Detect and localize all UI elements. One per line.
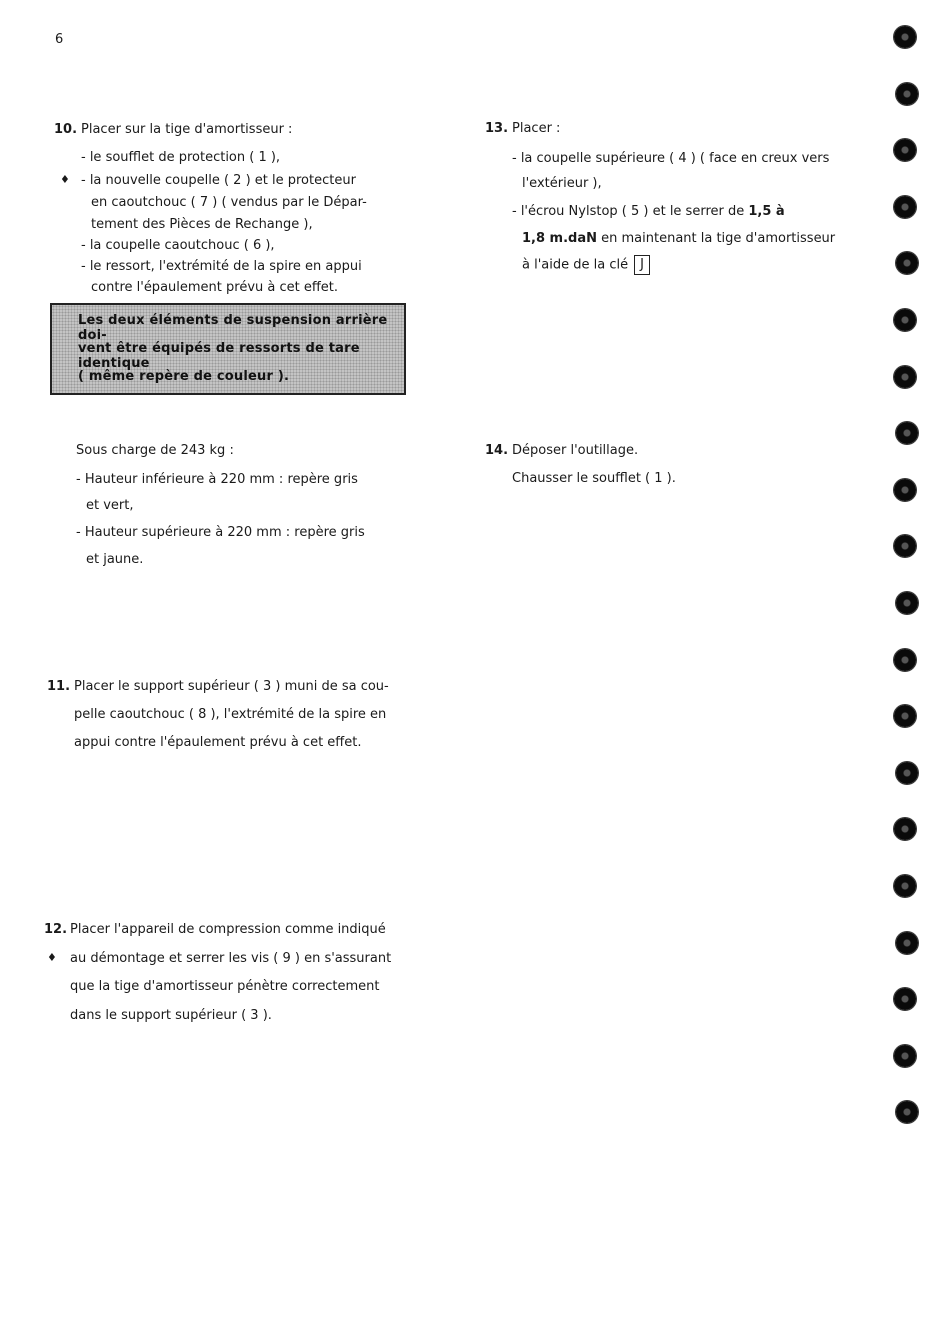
- step-12-line: que la tige d'amortisseur pénètre correctement: [70, 979, 380, 994]
- step-10-item: tement des Pièces de Rechange ),: [91, 217, 313, 232]
- step-11-line: Placer le support supérieur ( 3 ) muni de sa cou-: [74, 679, 389, 694]
- binder-hole-icon: [894, 535, 916, 557]
- step-10-item: - le ressort, l'extrémité de la spire en appui: [81, 259, 362, 274]
- step-12-line: au démontage et serrer les vis ( 9 ) en s'assurant: [70, 951, 392, 966]
- step-13-number: 13.: [485, 121, 509, 136]
- binder-hole-icon: [896, 762, 918, 784]
- warning-note-box: [50, 303, 406, 395]
- step-10-item: - la nouvelle coupelle ( 2 ) et le protecteur: [81, 173, 356, 188]
- step-13-line: - la coupelle supérieure ( 4 ) ( face en creux vers: [512, 151, 830, 166]
- step-14-line: Chausser le soufflet ( 1 ).: [512, 471, 676, 486]
- binder-hole-icon: [894, 1045, 916, 1067]
- load-title: Sous charge de 243 kg :: [76, 443, 234, 458]
- binder-hole-icon: [894, 479, 916, 501]
- step-11-line: appui contre l'épaulement prévu à cet effet.: [74, 735, 362, 750]
- step-13-line: l'extérieur ),: [522, 176, 602, 191]
- note-line: vent être équipés de ressorts de tare identique: [78, 341, 360, 371]
- step-10-item: - le soufflet de protection ( 1 ),: [81, 150, 281, 165]
- binder-hole-icon: [894, 649, 916, 671]
- binder-hole-icon: [894, 818, 916, 840]
- step-11-line: pelle caoutchouc ( 8 ), l'extrémité de la spire en: [74, 707, 387, 722]
- binder-hole-icon: [894, 139, 916, 161]
- binder-hole-icon: [896, 932, 918, 954]
- binder-hole-icon: [896, 252, 918, 274]
- step-12-line: Placer l'appareil de compression comme indiqué: [70, 922, 386, 937]
- page-number: 6: [55, 32, 64, 47]
- binder-hole-icon: [896, 83, 918, 105]
- load-line: et vert,: [86, 498, 134, 513]
- bullet-marker: ♦: [60, 173, 70, 186]
- bullet-marker: ♦: [47, 951, 57, 964]
- step-10-item: contre l'épaulement prévu à cet effet.: [91, 280, 339, 295]
- binder-hole-icon: [894, 309, 916, 331]
- step-14-line: Déposer l'outillage.: [512, 443, 639, 458]
- note-line: Les deux éléments de suspension arrière doi-: [78, 313, 388, 343]
- step-10-number: 10.: [54, 122, 78, 137]
- binder-hole-icon: [894, 26, 916, 48]
- load-line: et jaune.: [86, 552, 144, 567]
- step-11-number: 11.: [47, 679, 71, 694]
- note-line: ( même repère de couleur ).: [78, 369, 290, 384]
- binder-hole-icon: [894, 875, 916, 897]
- binder-hole-icon: [896, 422, 918, 444]
- step-10-item: - la coupelle caoutchouc ( 6 ),: [81, 238, 275, 253]
- step-13-line: - l'écrou Nylstop ( 5 ) et le serrer de 1,5 à: [512, 204, 785, 219]
- key-j-box: J: [634, 255, 650, 275]
- step-13-text: Placer :: [512, 121, 561, 136]
- binder-hole-icon: [894, 988, 916, 1010]
- step-10-text: Placer sur la tige d'amortisseur :: [81, 122, 293, 137]
- step-14-number: 14.: [485, 443, 509, 458]
- binder-hole-icon: [894, 705, 916, 727]
- binder-hole-icon: [896, 592, 918, 614]
- step-10-item: en caoutchouc ( 7 ) ( vendus par le Dépar-: [91, 195, 367, 210]
- step-13-line: à l'aide de la clé J: [522, 255, 650, 275]
- step-13-line: 1,8 m.daN en maintenant la tige d'amortisseur: [522, 231, 836, 246]
- step-12-line: dans le support supérieur ( 3 ).: [70, 1008, 272, 1023]
- load-line: - Hauteur inférieure à 220 mm : repère gris: [76, 472, 358, 487]
- step-12-number: 12.: [44, 922, 68, 937]
- binder-hole-icon: [894, 196, 916, 218]
- load-line: - Hauteur supérieure à 220 mm : repère gris: [76, 525, 365, 540]
- binder-hole-icon: [894, 366, 916, 388]
- binder-hole-icon: [896, 1101, 918, 1123]
